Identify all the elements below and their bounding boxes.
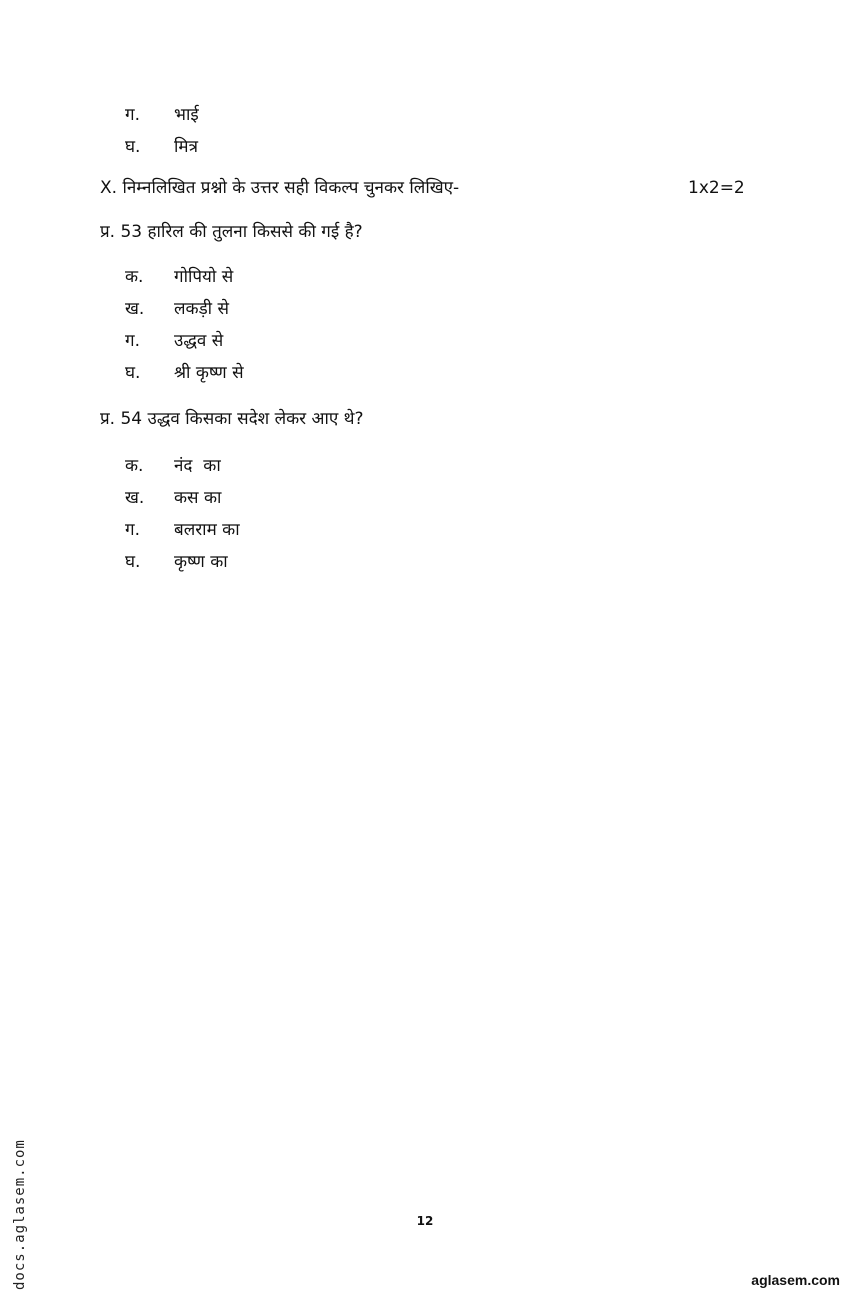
option-text: गोपियो से	[174, 267, 234, 287]
option-text: लकड़ी से	[174, 299, 229, 319]
option-text: बलराम का	[174, 520, 240, 540]
option-letter: ख.	[125, 299, 145, 319]
option-letter: ख.	[125, 488, 145, 508]
option-text: भाई	[174, 105, 199, 125]
option-text: कृष्ण का	[174, 552, 228, 572]
option-letter: क.	[125, 456, 144, 476]
option-letter: ग.	[125, 105, 140, 125]
section-marks: 1x2=2	[688, 178, 745, 198]
option-letter: ग.	[125, 331, 140, 351]
option-letter: घ.	[125, 137, 141, 157]
option-letter: क.	[125, 267, 144, 287]
option-text: नंद का	[174, 456, 221, 476]
option-letter: ग.	[125, 520, 140, 540]
question-54: प्र. 54 उद्धव किसका सदेश लेकर आए थे?	[100, 409, 364, 429]
option-text: मित्र	[174, 137, 198, 157]
option-text: उद्धव से	[174, 331, 224, 351]
page-number: 12	[416, 1214, 434, 1228]
option-letter: घ.	[125, 552, 141, 572]
option-text: श्री कृष्ण से	[174, 363, 244, 383]
option-letter: घ.	[125, 363, 141, 383]
option-text: कस का	[174, 488, 222, 508]
section-instruction: X. निम्नलिखित प्रश्नो के उत्तर सही विकल्प चुनकर लिखिए-	[100, 178, 460, 198]
footer-brand-link[interactable]: aglasem.com	[751, 1272, 840, 1288]
side-watermark: docs.aglasem.com	[12, 1139, 28, 1290]
question-53: प्र. 53 हारिल की तुलना किससे की गई है?	[100, 222, 363, 242]
